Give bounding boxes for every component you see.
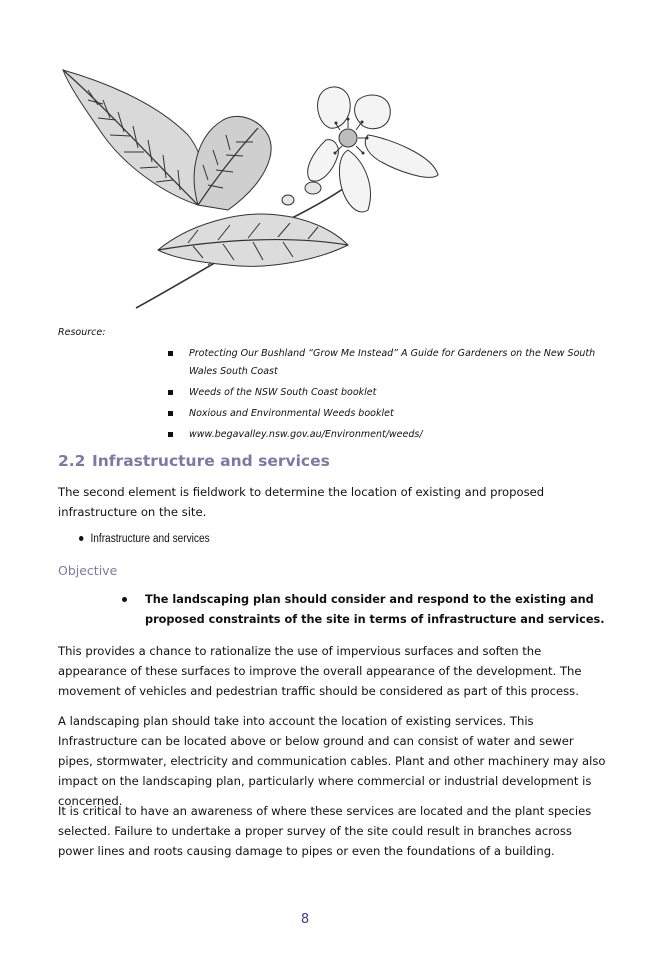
list-item: Weeds of the NSW South Coast booklet <box>168 384 608 402</box>
objective-label: Objective <box>58 563 118 578</box>
section-heading <box>58 452 330 470</box>
list-item: www.begavalley.nsw.gov.au/Environment/weeds/ <box>168 426 608 444</box>
objective-statement: The landscaping plan should consider and respond to the existing and proposed constraints of the site in terms of infrastructure and services. <box>122 590 615 630</box>
infrastructure-list-item: Infrastructure and services <box>79 533 210 545</box>
page-number: 8 <box>300 912 310 927</box>
body-paragraph: A landscaping plan should take into account the location of existing services. This Infrastructure can be located above or below ground and can consist of water and sewer pipes, stormwater, electricity and communication cables. Plant and other machinery may also impact on the landscaping plan, particularly where commercial or industrial development is concerned. <box>58 714 606 808</box>
intro-paragraph: The second element is fieldwork to determine the location of existing and proposed infrastructure on the site. <box>58 485 545 519</box>
section-number: 2.2 <box>58 452 86 470</box>
section-title: Infrastructure and services <box>92 452 330 470</box>
resource-label: Resource: <box>58 327 106 338</box>
body-paragraph: This provides a chance to rationalize the use of impervious surfaces and soften the appearance of these surfaces to improve the overall appearance of the development. The movement of vehicles and pedestrian traffic should be considered as part of this process. <box>58 644 582 698</box>
body-paragraph: It is critical to have an awareness of where these services are located and the plant species selected. Failure to undertake a proper survey of the site could result in branches across power lines and roots causing damage to pipes or even the foundations of a building. <box>58 804 592 858</box>
resource-list <box>168 345 608 447</box>
list-item: Protecting Our Bushland “Grow Me Instead” A Guide for Gardeners on the New South Wales South Coast <box>168 345 608 381</box>
blackberry-illustration <box>58 60 448 315</box>
list-item: Noxious and Environmental Weeds booklet <box>168 405 608 423</box>
